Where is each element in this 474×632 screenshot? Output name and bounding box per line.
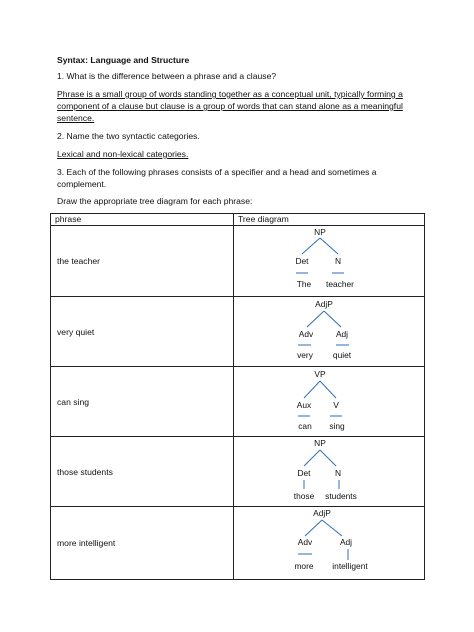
table-row (51, 226, 425, 297)
tree-branch-left (304, 381, 320, 398)
tree-right-category: N (334, 256, 342, 266)
tree-cell (234, 507, 425, 580)
answer-1-line-1: Phrase is a small group of words standing together as a conceptual unit, typically forming a (57, 89, 403, 99)
tree-left-category: Adv (297, 537, 313, 547)
tree-right-word: quiet (332, 350, 352, 360)
tree-right-word: sing (329, 421, 345, 431)
tree-diagram (234, 507, 424, 579)
tree-right-category: V (333, 400, 339, 410)
answer-2: Lexical and non-lexical categories. (57, 149, 189, 159)
tree-diagram (234, 437, 424, 506)
tree-diagram (234, 367, 424, 436)
tree-diagram (234, 226, 424, 296)
tree-right-word: students (325, 491, 357, 501)
answer-1-line-2: component of a clause but clause is a group of words that can stand alone as a meaningful (57, 101, 403, 111)
tree-left-word: The (296, 279, 312, 289)
question-2: 2. Name the two syntactic categories. (57, 131, 200, 141)
question-1: 1. What is the difference between a phrase and a clause? (57, 71, 277, 81)
tree-root-label: NP (314, 227, 326, 237)
tree-cell (234, 437, 425, 507)
tree-table (50, 213, 425, 580)
phrase-cell: very quiet (51, 297, 234, 367)
tree-left-category: Det (297, 468, 311, 478)
header-phrase: phrase (51, 214, 234, 226)
question-3-line-2: complement. (57, 179, 107, 189)
tree-left-word: very (297, 350, 313, 360)
table-row (51, 437, 425, 507)
document-title: Syntax: Language and Structure (57, 55, 190, 65)
tree-cell (234, 367, 425, 437)
tree-cell (234, 297, 425, 367)
tree-left-category: Aux (296, 400, 312, 410)
tree-left-word: those (293, 491, 315, 501)
phrase-cell: can sing (51, 367, 234, 437)
tree-branch-right (322, 520, 342, 536)
phrase-cell: more intelligent (51, 507, 234, 580)
tree-right-category: Adj (335, 329, 349, 339)
answer-1-line-3: sentence. (57, 113, 95, 123)
tree-left-word: can (298, 421, 312, 431)
tree-right-word: teacher (326, 279, 354, 289)
tree-cell (234, 226, 425, 297)
table-row (51, 297, 425, 367)
table-header-row (51, 214, 425, 226)
question-3-line-1: 3. Each of the following phrases consists of a specifier and a head and sometimes a (57, 167, 377, 177)
tree-root-label: VP (314, 369, 326, 379)
table-row (51, 367, 425, 437)
tree-root-label: NP (314, 438, 326, 448)
tree-left-word: more (294, 561, 314, 571)
tree-right-category: N (334, 468, 342, 478)
tree-branch-right (320, 238, 338, 254)
tree-right-word: intelligent (332, 561, 368, 571)
tree-left-category: Det (295, 256, 309, 266)
tree-branch-left (307, 311, 324, 327)
tree-branch-right (320, 381, 336, 398)
tree-branch-right (324, 311, 341, 327)
tree-left-category: Adv (298, 329, 314, 339)
tree-root-label: AdjP (315, 299, 333, 309)
tree-branch-left (302, 238, 320, 254)
tree-branch-left (305, 520, 322, 536)
table-row (51, 507, 425, 580)
phrase-cell: the teacher (51, 226, 234, 297)
phrase-cell: those students (51, 437, 234, 507)
header-tree-diagram: Tree diagram (234, 214, 425, 226)
tree-branch-left (304, 450, 320, 466)
instruction: Draw the appropriate tree diagram for each phrase: (57, 196, 253, 206)
tree-right-category: Adj (339, 537, 353, 547)
tree-branch-right (320, 450, 336, 466)
tree-root-label: AdjP (313, 508, 331, 518)
tree-diagram (234, 297, 424, 366)
